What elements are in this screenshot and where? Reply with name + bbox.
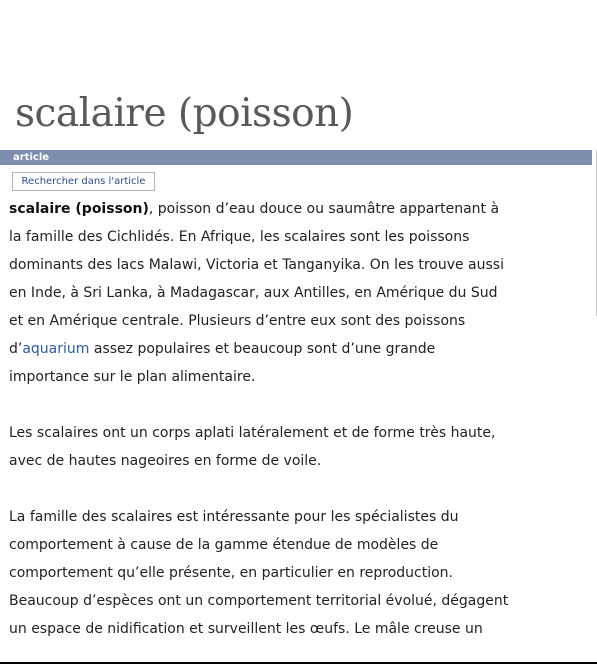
search-in-article-button[interactable]: Rechercher dans l'article xyxy=(12,172,155,191)
article-paragraph-2 xyxy=(9,419,549,475)
section-label: article xyxy=(13,152,50,163)
article-body xyxy=(9,195,549,666)
article-paragraph-3 xyxy=(9,503,549,643)
text-line: dominants des lacs Malawi, Victoria et Tanganyika. On les trouve aussi xyxy=(9,257,504,273)
text-line: La famille des scalaires est intéressante pour les spécialistes du xyxy=(9,509,459,525)
article-paragraph-1 xyxy=(9,195,549,391)
aquarium-link[interactable]: aquarium xyxy=(22,341,90,357)
text-span: , poisson d’eau douce ou saumâtre appartenant à xyxy=(148,201,500,217)
text-span: assez populaires et beaucoup sont d’une grande xyxy=(89,341,436,357)
page-title: scalaire (poisson) xyxy=(15,91,354,136)
text-line: Beaucoup d’espèces ont un comportement territorial évolué, dégagent xyxy=(9,593,509,609)
text-line: en Inde, à Sri Lanka, à Madagascar, aux Antilles, en Amérique du Sud xyxy=(9,285,498,301)
text-line: Les scalaires ont un corps aplati latéralement et de forme très haute, xyxy=(9,425,496,441)
article-term: scalaire (poisson) xyxy=(9,201,149,217)
text-line: et en Amérique centrale. Plusieurs d’entre eux sont des poissons xyxy=(9,313,466,329)
text-line: la famille des Cichlidés. En Afrique, les scalaires sont les poissons xyxy=(9,229,470,245)
text-line: comportement à cause de la gamme étendue de modèles de xyxy=(9,537,439,553)
text-span: d’ xyxy=(9,341,23,357)
bottom-divider xyxy=(0,662,597,664)
text-line xyxy=(9,195,549,223)
text-line: avec de hautes nageoires en forme de voile. xyxy=(9,453,322,469)
section-header-bar xyxy=(0,150,592,165)
text-line: importance sur le plan alimentaire. xyxy=(9,369,256,385)
text-line: un espace de nidification et surveillent les œufs. Le mâle creuse un xyxy=(9,621,483,637)
text-line: comportement qu’elle présente, en particulier en reproduction. xyxy=(9,565,454,581)
text-line xyxy=(9,335,549,363)
